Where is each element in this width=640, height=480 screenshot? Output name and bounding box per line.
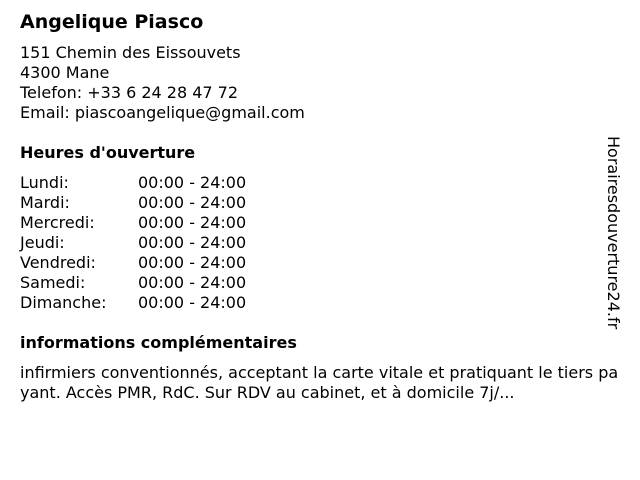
hours-table: [20, 173, 620, 313]
hours-day: Mercredi:: [20, 213, 95, 232]
hours-row-thursday: [20, 233, 620, 253]
phone-number: Telefon: +33 6 24 28 47 72: [20, 83, 239, 102]
hours-row-wednesday: [20, 213, 620, 233]
hours-row-saturday: [20, 273, 620, 293]
hours-time: 00:00 - 24:00: [138, 193, 247, 212]
hours-time: 00:00 - 24:00: [138, 213, 247, 232]
hours-time: 00:00 - 24:00: [138, 253, 247, 272]
hours-time: 00:00 - 24:00: [138, 233, 247, 252]
hours-day: Jeudi:: [20, 233, 65, 252]
hours-day: Dimanche:: [20, 293, 107, 312]
hours-time: 00:00 - 24:00: [138, 273, 247, 292]
hours-time: 00:00 - 24:00: [138, 173, 247, 192]
hours-row-monday: [20, 173, 620, 193]
business-name: Angelique Piasco: [20, 11, 204, 33]
hours-heading: Heures d'ouverture: [20, 143, 196, 162]
address-city: 4300 Mane: [20, 63, 110, 82]
info-description: infirmiers conventionnés, acceptant la carte vitale et pratiquant le tiers payant. Accès PMR, RdC. Sur RDV au cabinet, et à domicile 7j/...: [20, 363, 619, 402]
hours-day: Vendredi:: [20, 253, 96, 272]
info-heading: informations complémentaires: [20, 333, 297, 352]
email-address: Email: piascoangelique@gmail.com: [20, 103, 305, 122]
address-street: 151 Chemin des Eissouvets: [20, 43, 241, 62]
hours-row-tuesday: [20, 193, 620, 213]
hours-day: Lundi:: [20, 173, 69, 192]
hours-row-friday: [20, 253, 620, 273]
business-card: [20, 10, 620, 403]
contact-block: [20, 43, 620, 123]
hours-row-sunday: [20, 293, 620, 313]
site-watermark: Horairesdouverture24.fr: [604, 136, 623, 330]
hours-time: 00:00 - 24:00: [138, 293, 247, 312]
hours-day: Mardi:: [20, 193, 70, 212]
hours-day: Samedi:: [20, 273, 86, 292]
